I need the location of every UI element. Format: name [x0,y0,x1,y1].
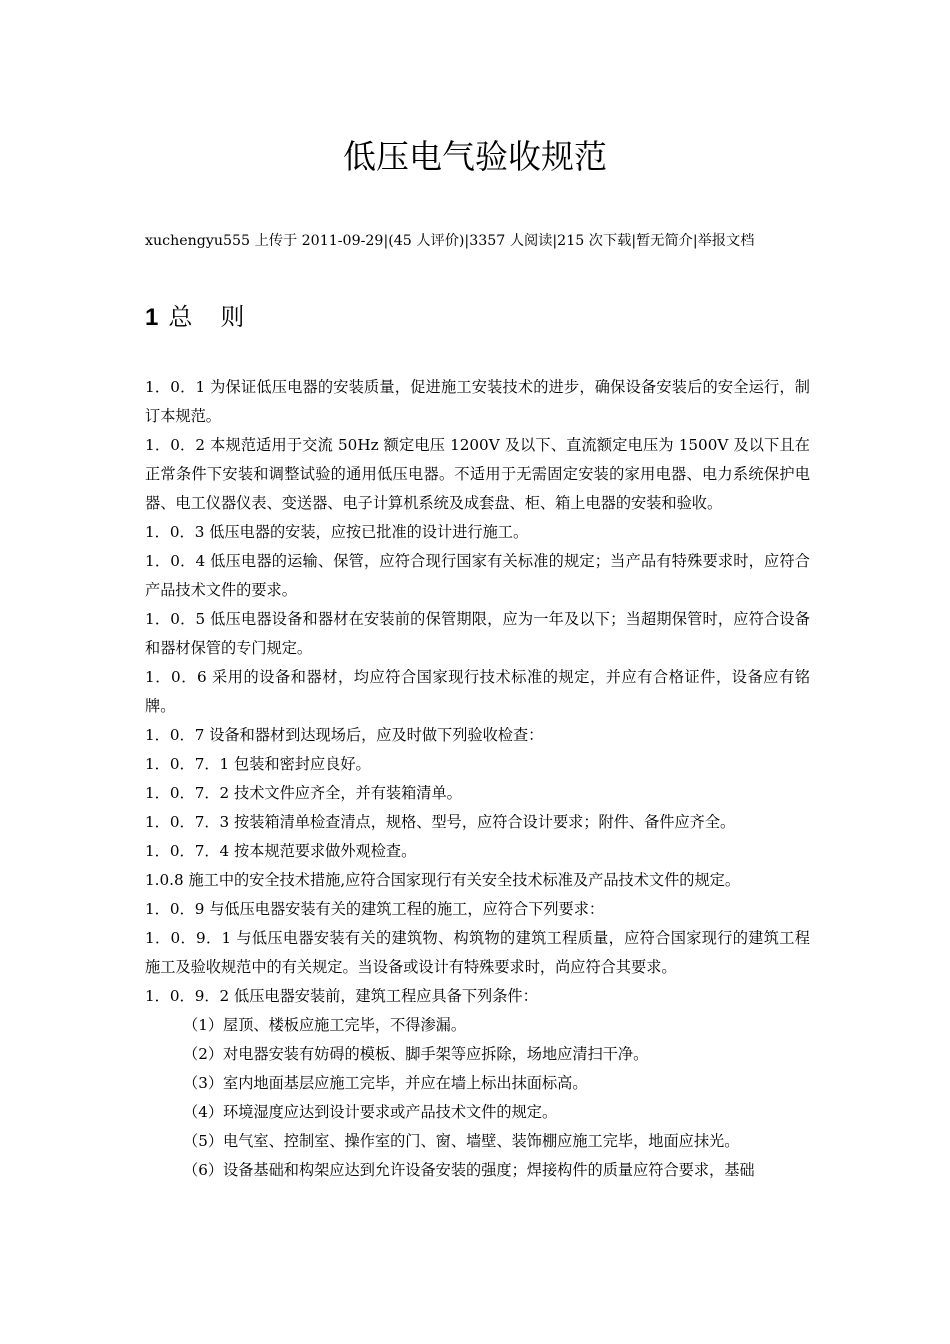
document-title: 低压电气验收规范 [343,137,607,176]
list-item: （5）电气室、控制室、操作室的门、窗、墙壁、装饰棚应施工完毕，地面应抹光。 [183,1132,740,1150]
list-item: （4）环境湿度应达到设计要求或产品技术文件的规定。 [183,1103,558,1121]
list-item: （6）设备基础和构架应达到允许设备安装的强度；焊接构件的质量应符合要求，基础 [183,1161,755,1179]
document-body [145,373,810,1185]
clause-1-0-9-2: 1．0．9．2 低压电器安装前，建筑工程应具备下列条件： [145,987,538,1005]
clause-1-0-7-1: 1．0．7．1 包装和密封应良好。 [145,755,371,773]
section-title: 总则 [168,303,273,331]
clause-1-0-7-4: 1．0．7．4 按本规范要求做外观检查。 [145,842,417,860]
clause-1-0-9-1: 1．0．9．1 与低压电器安装有关的建筑物、构筑物的建筑工程质量，应符合国家现行的建筑工程施工及验收规范中的有关规定。当设备或设计有特殊要求时，尚应符合其要求。 [145,929,810,976]
section-number: 1 [145,304,159,331]
clause-1-0-1: 1．0．1 为保证低压电器的安装质量，促进施工安装技术的进步，确保设备安装后的安全运行，制订本规范。 [145,378,810,425]
section-heading [145,300,272,335]
list-item: （2）对电器安装有妨碍的模板、脚手架等应拆除，场地应清扫干净。 [183,1045,649,1063]
upload-meta-line: xuchengyu555 上传于 2011-09-29|(45 人评价)|3357 人阅读|215 次下载|暂无简介|举报文档 [145,233,755,249]
clause-1-0-4: 1．0．4 低压电器的运输、保管，应符合现行国家有关标准的规定；当产品有特殊要求时，应符合产品技术文件的要求。 [145,552,810,599]
list-item: （3）室内地面基层应施工完毕，并应在墙上标出抹面标高。 [183,1074,588,1092]
clause-1-0-3: 1．0．3 低压电器的安装，应按已批准的设计进行施工。 [145,523,529,541]
list-item: （1）屋顶、楼板应施工完毕，不得渗漏。 [183,1016,467,1034]
clause-1-0-5: 1．0．5 低压电器设备和器材在安装前的保管期限，应为一年及以下；当超期保管时，应符合设备和器材保管的专门规定。 [145,610,810,657]
clause-1-0-6: 1．0．6 采用的设备和器材，均应符合国家现行技术标准的规定，并应有合格证件，设备应有铭牌。 [145,668,810,715]
clause-1-0-7: 1．0．7 设备和器材到达现场后，应及时做下列验收检查： [145,726,544,744]
clause-1-0-2: 1．0．2 本规范适用于交流 50Hz 额定电压 1200V 及以下、直流额定电压为 1500V 及以下且在正常条件下安装和调整试验的通用低压电器。不适用于无需固定安装的家用电器、电力系统保护电器、电工仪器仪表、变送器、电子计算机系统及成套盘、柜、箱上电器的安装和验收。 [145,436,810,512]
clause-1-0-7-2: 1．0．7．2 技术文件应齐全，并有装箱清单。 [145,784,462,802]
clause-1-0-9: 1．0．9 与低压电器安装有关的建筑工程的施工，应符合下列要求： [145,900,605,918]
clause-1-0-7-3: 1．0．7．3 按装箱清单检查清点，规格、型号，应符合设计要求；附件、备件应齐全。 [145,813,736,831]
clause-1-0-8: 1.0.8 施工中的安全技术措施,应符合国家现行有关安全技术标准及产品技术文件的规定。 [145,871,741,889]
